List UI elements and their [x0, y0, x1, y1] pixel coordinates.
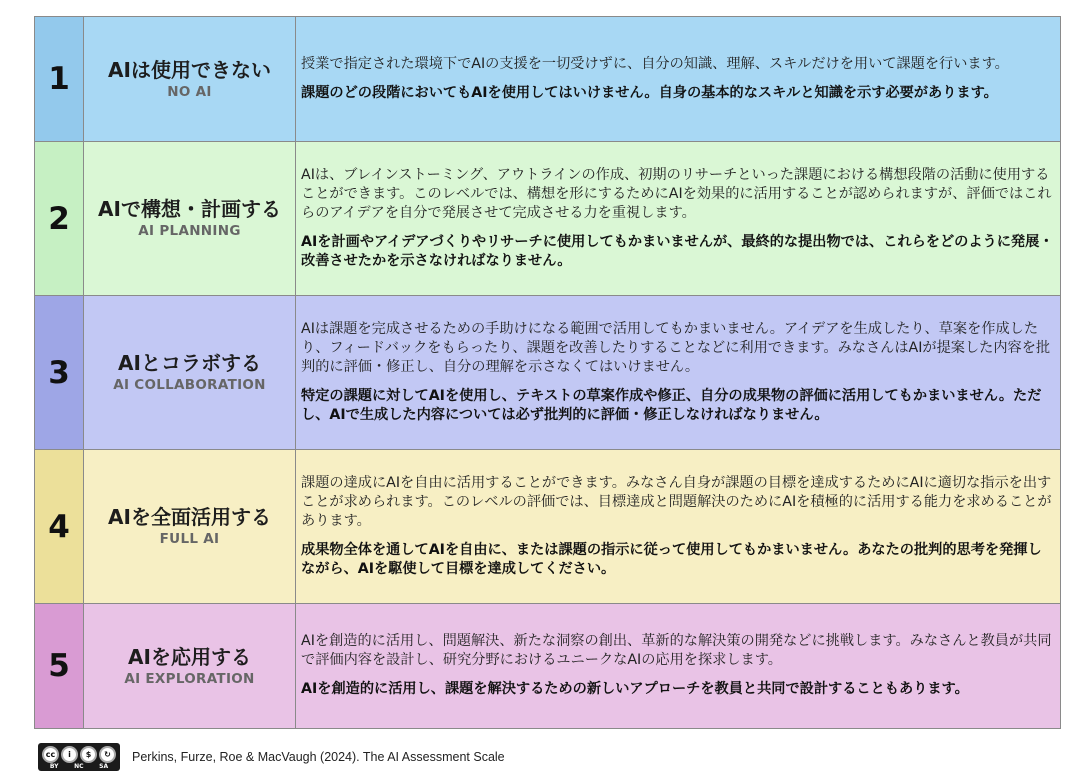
level-number: 2 [35, 142, 84, 296]
level-row-3 [35, 296, 1061, 450]
license-label-sa: SA [99, 763, 109, 770]
level-number: 1 [35, 17, 84, 142]
level-rule: 課題のどの段階においてもAIを使用してはいけません。自身の基本的なスキルと知識を示す必要があります。 [301, 84, 998, 101]
level-rule: 成果物全体を通してAIを自由に、または課題の指示に従って使用してもかまいません。あなたの批判的思考を発揮しながら、AIを駆使して目標を達成してください。 [301, 541, 1042, 577]
cc-icon: cc [42, 746, 59, 763]
level-title-jp: AIで構想・計画する [98, 197, 281, 221]
level-rule: 特定の課題に対してAIを使用し、テキストの草案作成や修正、自分の成果物の評価に活用してもかまいません。ただし、AIで生成した内容については必ず批判的に評価・修正しなければなりません。 [301, 387, 1042, 423]
level-title-en: AI EXPLORATION [124, 670, 255, 687]
level-title-jp: AIを応用する [128, 644, 251, 669]
footer [38, 742, 505, 772]
level-rule: AIを創造的に活用し、課題を解決するための新しいアプローチを教員と共同で設計することもあります。 [301, 681, 969, 697]
level-description: AIは、ブレインストーミング、アウトラインの作成、初期のリサーチといった課題における構想段階の活動に使用することができます。このレベルでは、構想を形にするためにAIを効果的に活用することが認められますが、評価ではこれらのアイデアを自分で発展させて完成させる力を重視します。 [301, 166, 1052, 221]
level-name-cell [84, 450, 296, 604]
level-title-en: NO AI [167, 83, 212, 100]
license-label-by: BY [49, 763, 59, 770]
level-title-jp: AIを全面活用する [108, 505, 271, 529]
level-title-en: AI PLANNING [138, 223, 241, 239]
sa-share-icon: ↻ [99, 746, 116, 763]
level-description: AIを創造的に活用し、問題解決、新たな洞察の創出、革新的な解決策の開発などに挑戦します。みなさんと教員が共同で評価内容を設計し、研究分野におけるユニークなAIの応用を探求します。 [301, 633, 1052, 668]
level-description-cell [296, 296, 1061, 450]
citation: Perkins, Furze, Roe & MacVaugh (2024). The AI Assessment Scale [132, 750, 505, 764]
level-description-cell [296, 450, 1061, 604]
level-name-cell [84, 142, 296, 296]
level-description: AIは課題を完成させるための手助けになる範囲で活用してもかまいません。アイデアを生成したり、草案を作成したり、フィードバックをもらったり、課題を改善したりすることなどに利用できます。みなさんはAIが提案した内容を批判的に評価・修正し、自分の理解を示さなくてはいけません。 [301, 320, 1051, 375]
level-number: 4 [35, 450, 84, 604]
level-description: 課題の達成にAIを自由に活用することができます。みなさん自身が課題の目標を達成するためにAIに適切な指示を出すことが求められます。このレベルの評価では、目標達成と問題解決のためにAIを積極的に活用する能力を求めることがあります。 [301, 474, 1052, 529]
level-name-cell [84, 296, 296, 450]
level-row-2 [35, 142, 1061, 296]
level-title-jp: AIは使用できない [108, 57, 271, 82]
nc-dollar-icon: $ [80, 746, 97, 763]
level-description-cell [296, 17, 1061, 142]
level-description-cell [296, 604, 1061, 729]
level-rule: AIを計画やアイデアづくりやリサーチに使用してもかまいませんが、最終的な提出物では、これらをどのように発展・改善させたかを示さなければなりません。 [301, 233, 1054, 269]
level-row-5 [35, 604, 1061, 729]
license-label-nc: NC [74, 763, 84, 770]
level-row-1 [35, 17, 1061, 142]
level-row-4 [35, 450, 1061, 604]
ai-assessment-scale-table [34, 16, 1061, 729]
level-number: 3 [35, 296, 84, 450]
level-description: 授業で指定された環境下でAIの支援を一切受けずに、自分の知識、理解、スキルだけを用いて課題を行います。 [301, 55, 1009, 72]
level-description-cell [296, 142, 1061, 296]
level-number: 5 [35, 604, 84, 729]
level-name-cell [84, 17, 296, 142]
level-name-cell [84, 604, 296, 729]
level-title-jp: AIとコラボする [118, 351, 261, 375]
cc-license-badge [38, 743, 120, 771]
level-title-en: FULL AI [159, 531, 220, 547]
level-title-en: AI COLLABORATION [113, 377, 266, 393]
by-person-icon: i [61, 746, 78, 763]
